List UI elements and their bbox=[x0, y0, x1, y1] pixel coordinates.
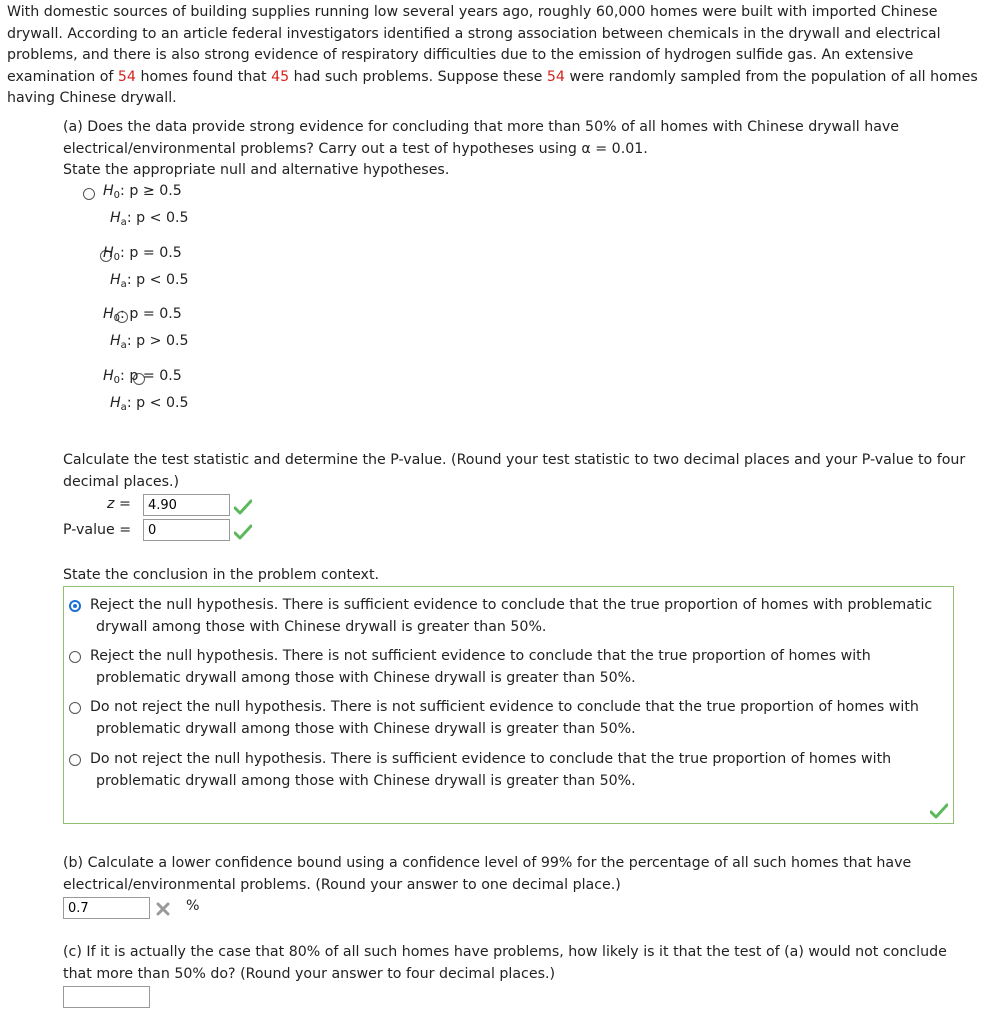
h0-text: : p = 0.5 bbox=[120, 245, 182, 261]
prompt-line: Calculate the test statistic and determine the P-value. (Round your test statistic to two decimal places and your P-value to four bbox=[63, 452, 966, 468]
conclusion-radio-selected[interactable] bbox=[69, 600, 81, 612]
part-a-question bbox=[63, 117, 899, 182]
success-count: 45 bbox=[271, 68, 290, 85]
hypothesis-radio-1[interactable] bbox=[83, 188, 95, 200]
option-text bbox=[90, 697, 919, 740]
conclusion-radio[interactable] bbox=[69, 702, 81, 714]
percent-unit: % bbox=[186, 898, 200, 914]
question-line: electrical/environmental problems. (Round your answer to one decimal place.) bbox=[63, 876, 621, 893]
calculate-prompt bbox=[63, 450, 965, 493]
question-line: (a) Does the data provide strong evidence for concluding that more than 50% of all homes with Chinese drywall have bbox=[63, 119, 900, 135]
option-text bbox=[90, 749, 891, 792]
prompt-line: decimal places.) bbox=[63, 473, 180, 490]
conclusion-radio[interactable] bbox=[69, 754, 81, 766]
z-label: z = bbox=[107, 496, 131, 512]
h0-text: : p ≥ 0.5 bbox=[120, 183, 182, 199]
ha-text: : p < 0.5 bbox=[126, 210, 189, 226]
option-line: Reject the null hypothesis. There is sufficient evidence to conclude that the true proportion of homes with problematic bbox=[90, 597, 933, 613]
correct-check-icon bbox=[234, 499, 252, 515]
z-statistic-input[interactable] bbox=[143, 494, 230, 516]
ha-text: : p < 0.5 bbox=[126, 395, 189, 411]
intro-line: drywall. According to an article federal investigators identified a strong association between chemicals in the drywall and electrical bbox=[7, 25, 941, 42]
part-b-question bbox=[63, 853, 911, 896]
probability-input[interactable] bbox=[63, 986, 150, 1008]
question-line: (b) Calculate a lower confidence bound using a confidence level of 99% for the percentage of all such homes that have bbox=[63, 855, 912, 871]
question-line: (c) If it is actually the case that 80% of all such homes have problems, how likely is it that the test of (a) would not conclude bbox=[63, 944, 947, 960]
correct-check-icon bbox=[930, 803, 948, 819]
h0-statement: $H_0$: p ≥ 0.5 bbox=[103, 183, 182, 201]
conclusion-radio[interactable] bbox=[69, 651, 81, 663]
h0-text: : p = 0.5 bbox=[120, 306, 182, 322]
intro-line: having Chinese drywall. bbox=[7, 90, 177, 106]
intro-text: were randomly sampled from the population of all homes bbox=[564, 68, 978, 85]
ha-statement: $H_a$: p < 0.5 bbox=[110, 395, 189, 413]
intro-line: With domestic sources of building supplies running low several years ago, roughly 60,000 homes were built with imported Chinese bbox=[7, 4, 938, 20]
conclusion-prompt: State the conclusion in the problem context. bbox=[63, 567, 380, 583]
p-value-label bbox=[63, 522, 131, 538]
option-line: problematic drywall among those with Chinese drywall is greater than 50%. bbox=[96, 669, 636, 686]
part-c-question bbox=[63, 942, 947, 985]
option-line: problematic drywall among those with Chinese drywall is greater than 50%. bbox=[96, 720, 636, 737]
option-line: drywall among those with Chinese drywall is greater than 50%. bbox=[96, 618, 547, 635]
ha-text: : p < 0.5 bbox=[126, 272, 189, 288]
correct-check-icon bbox=[234, 524, 252, 540]
option-line: problematic drywall among those with Chinese drywall is greater than 50%. bbox=[96, 772, 636, 789]
ha-statement: $H_a$: p > 0.5 bbox=[110, 333, 189, 351]
intro-text: had such problems. Suppose these bbox=[289, 68, 547, 85]
h0-statement: $H_0$: p = 0.5 bbox=[103, 368, 182, 386]
option-line: Do not reject the null hypothesis. There is not sufficient evidence to conclude that the true proportion of homes with bbox=[90, 699, 919, 715]
sample-size: 54 bbox=[117, 68, 136, 85]
question-line: that more than 50% do? (Round your answer to four decimal places.) bbox=[63, 965, 556, 982]
option-line: Reject the null hypothesis. There is not sufficient evidence to conclude that the true proportion of homes with bbox=[90, 648, 871, 664]
intro-line: problems, and there is also strong evidence of respiratory difficulties due to the emission of hydrogen sulfide gas. An extensive bbox=[7, 47, 914, 63]
option-line: Do not reject the null hypothesis. There is sufficient evidence to conclude that the true proportion of homes with bbox=[90, 751, 892, 767]
lower-bound-input[interactable] bbox=[63, 897, 150, 919]
sample-size: 54 bbox=[546, 68, 565, 85]
h0-statement: $H_0$: p = 0.5 bbox=[103, 306, 182, 324]
ha-statement: $H_a$: p < 0.5 bbox=[110, 272, 189, 290]
h0-statement: $H_0$: p = 0.5 bbox=[103, 245, 182, 263]
question-line: electrical/environmental problems? Carry out a test of hypotheses using α = 0.01. bbox=[63, 140, 648, 157]
ha-text: : p > 0.5 bbox=[126, 333, 189, 349]
intro-text: examination of bbox=[7, 68, 118, 85]
ha-statement: $H_a$: p < 0.5 bbox=[110, 210, 189, 228]
p-value-label-text: P-value = bbox=[63, 522, 132, 538]
intro-text: homes found that bbox=[135, 68, 272, 85]
incorrect-x-icon bbox=[156, 902, 170, 916]
problem-intro bbox=[7, 2, 978, 110]
p-value-input[interactable] bbox=[143, 519, 230, 541]
option-text bbox=[90, 646, 871, 689]
intro-line bbox=[7, 67, 978, 89]
question-line: State the appropriate null and alternative hypotheses. bbox=[63, 162, 450, 178]
h0-text: : p = 0.5 bbox=[120, 368, 182, 384]
option-text bbox=[90, 595, 932, 638]
